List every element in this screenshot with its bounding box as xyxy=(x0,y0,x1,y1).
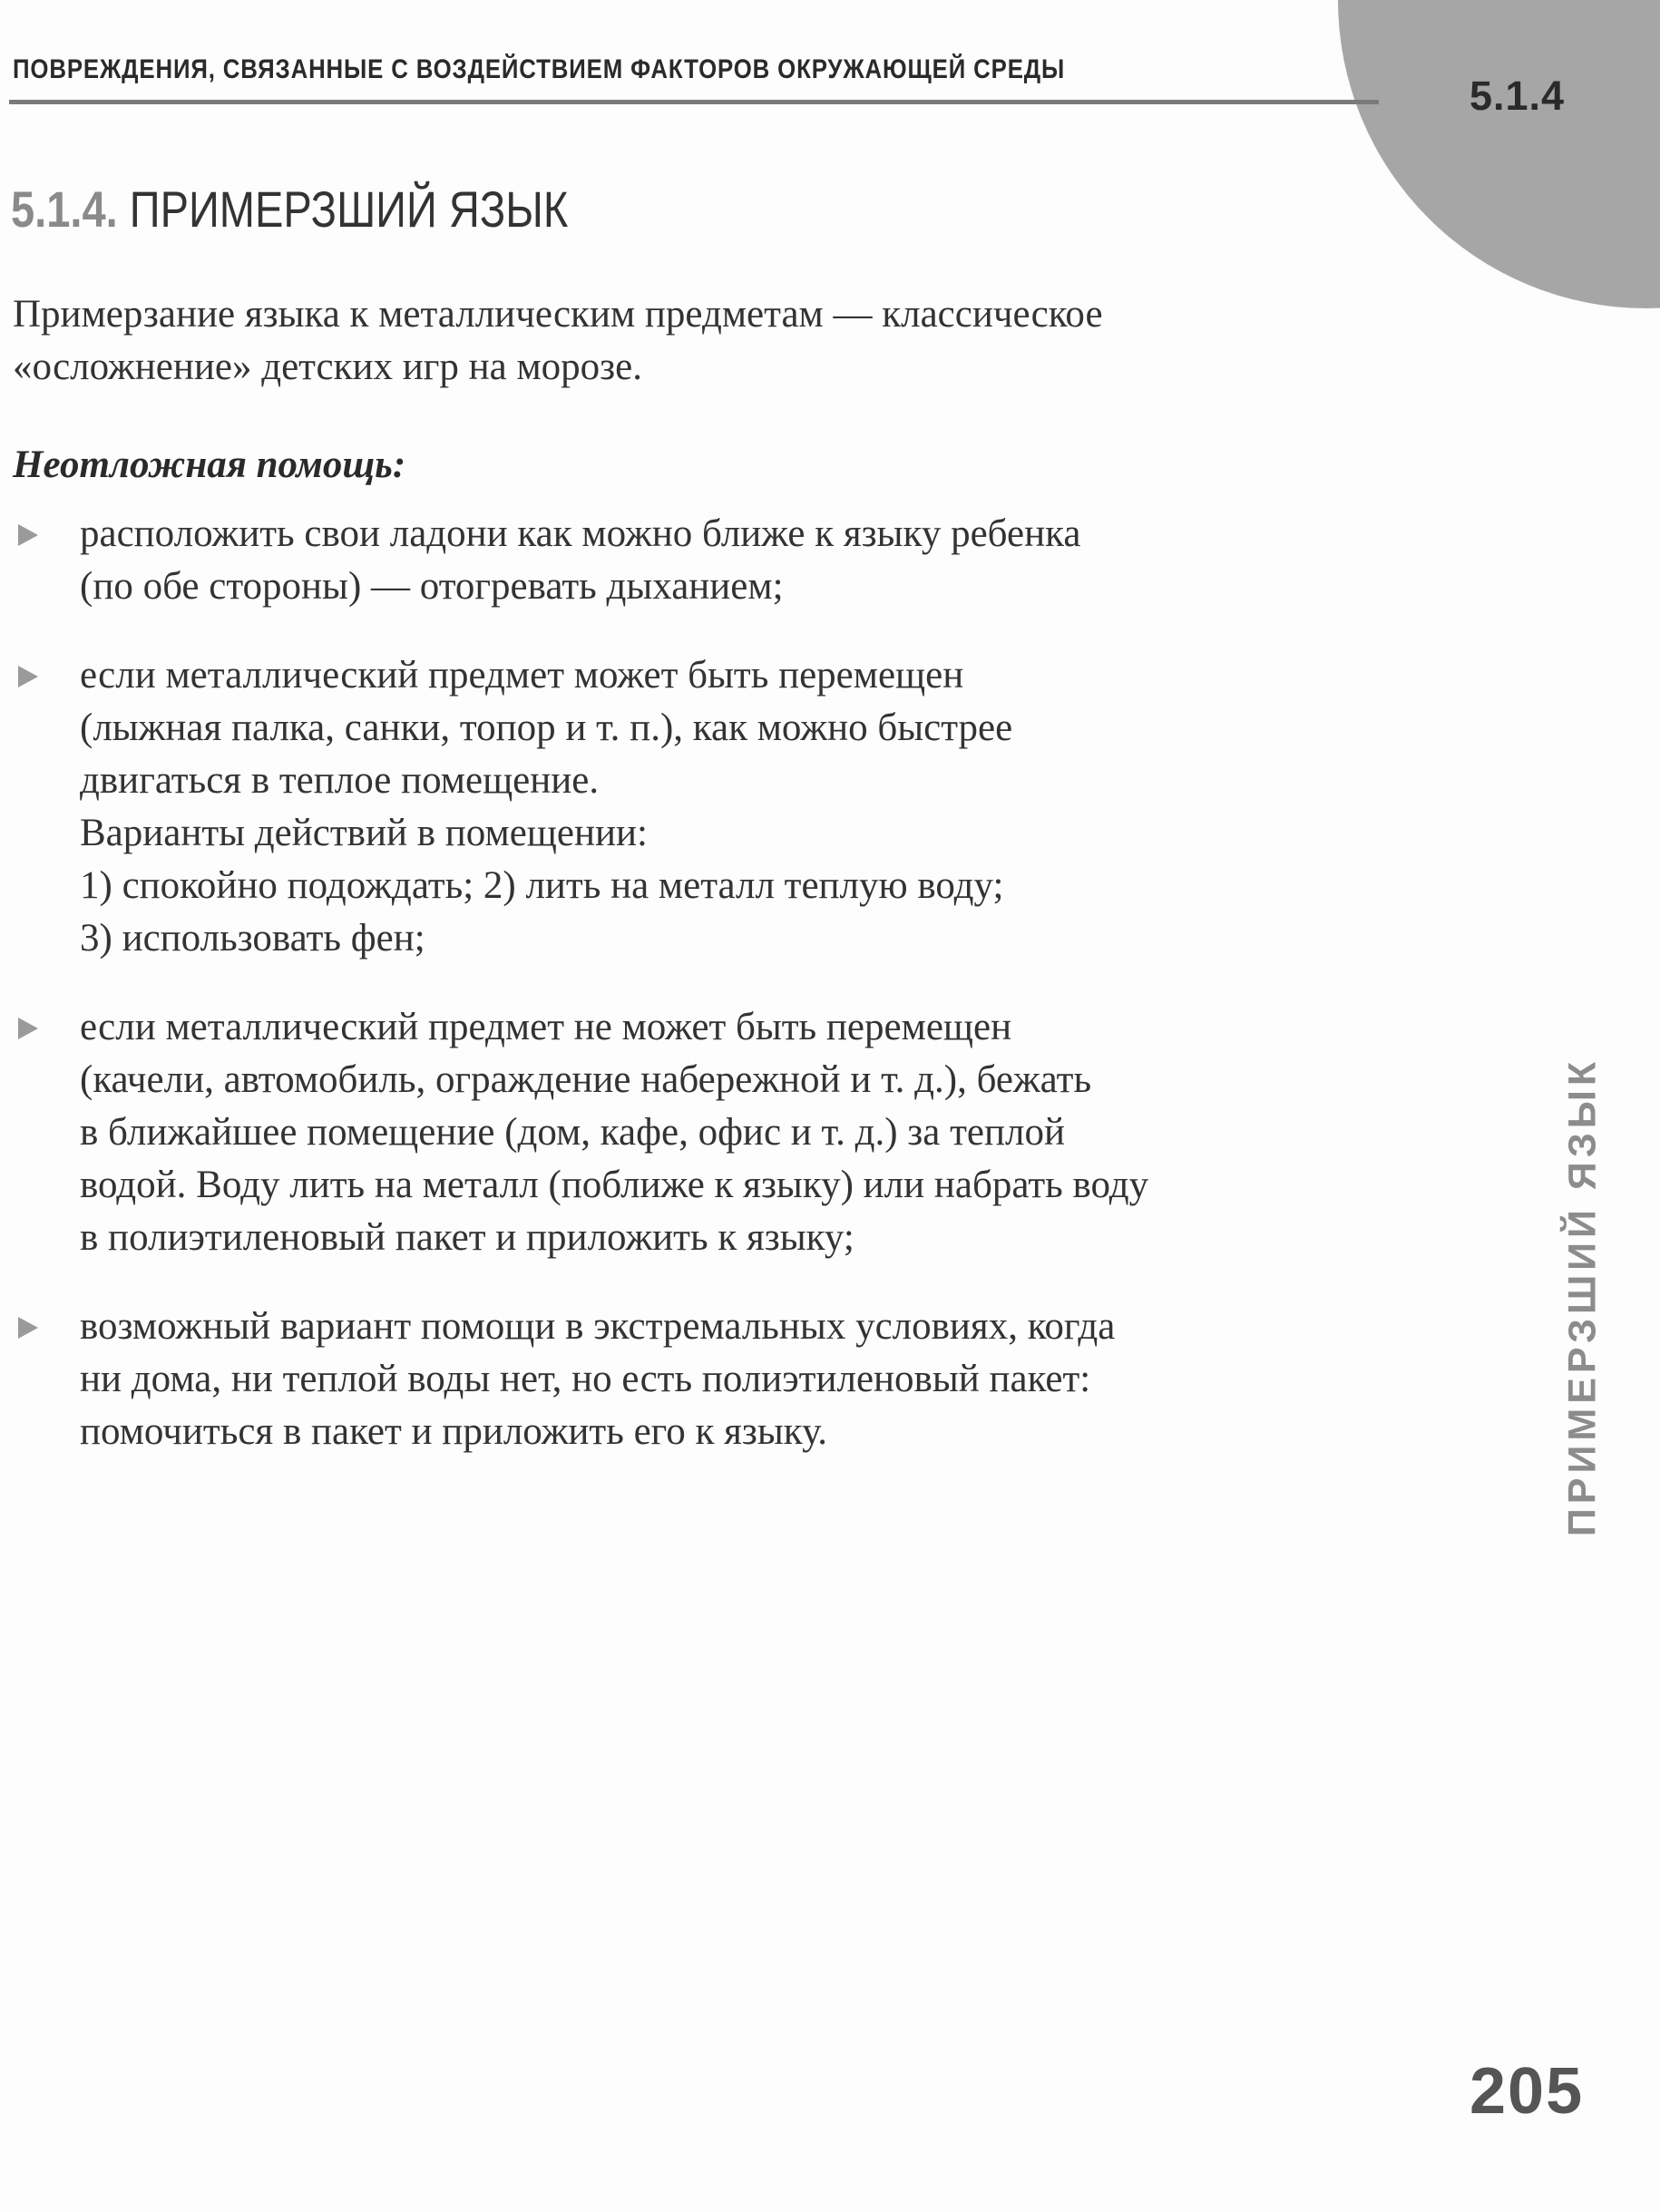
list-item-line: расположить свои ладони как можно ближе к языку ребенка xyxy=(80,512,1081,555)
list-item xyxy=(13,1001,1373,1264)
list-item-line: помочиться в пакет и приложить его к языку. xyxy=(80,1410,828,1453)
triangle-bullet-icon xyxy=(18,1317,38,1339)
triangle-bullet-icon xyxy=(18,524,38,546)
triangle-bullet-icon xyxy=(18,1018,38,1039)
list-item-line: в ближайшее помещение (дом, кафе, офис и т. д.) за теплой xyxy=(80,1111,1065,1154)
triangle-bullet-icon xyxy=(18,666,38,687)
first-aid-heading: Неотложная помощь: xyxy=(13,443,406,486)
list-item-line: (лыжная палка, санки, топор и т. п.), как можно быстрее xyxy=(80,706,1013,749)
list-item-line: возможный вариант помощи в экстремальных условиях, когда xyxy=(80,1305,1116,1348)
page-number: 205 xyxy=(1470,2055,1585,2128)
list-item-line: если металлический предмет может быть перемещен xyxy=(80,654,964,697)
list-item-line: 1) спокойно подождать; 2) лить на металл теплую воду; xyxy=(80,864,1004,907)
list-item-line: в полиэтиленовый пакет и приложить к языку; xyxy=(80,1216,854,1259)
list-item-line: ни дома, ни теплой воды нет, но есть полиэтиленовый пакет: xyxy=(80,1358,1091,1400)
section-number: 5.1.4. xyxy=(11,180,118,238)
section-title xyxy=(11,180,568,239)
section-title-text: ПРИМЕРЗШИЙ ЯЗЫК xyxy=(129,180,569,238)
list-item-line: (по обе стороны) — отогревать дыханием; xyxy=(80,565,784,608)
corner-tab-shape xyxy=(1338,0,1660,308)
list-item-line: 3) использовать фен; xyxy=(80,917,425,960)
list-item-line: если металлический предмет не может быть перемещен xyxy=(80,1006,1012,1048)
list-item xyxy=(13,1301,1373,1458)
list-item-line: водой. Воду лить на металл (поближе к языку) или набрать воду xyxy=(80,1164,1149,1206)
chapter-number: 5.1.4 xyxy=(1470,73,1566,119)
list-item xyxy=(13,508,1373,613)
header-rule xyxy=(9,100,1379,104)
intro-line: Примерзание языка к металлическим предметам — классическое xyxy=(13,293,1103,336)
first-aid-list xyxy=(13,508,1373,1495)
list-item-line: Варианты действий в помещении: xyxy=(80,812,648,854)
intro-line: «осложнение» детских игр на морозе. xyxy=(13,346,643,388)
list-item-line: двигаться в теплое помещение. xyxy=(80,759,600,802)
list-item xyxy=(13,649,1373,965)
list-item-line: (качели, автомобиль, ограждение набережной и т. д.), бежать xyxy=(80,1058,1092,1101)
side-tab-label: ПРИМЕРЗШИЙ ЯЗЫК xyxy=(1560,1057,1605,1537)
intro-paragraph xyxy=(13,288,1391,394)
running-header: ПОВРЕЖДЕНИЯ, СВЯЗАННЫЕ С ВОЗДЕЙСТВИЕМ ФАКТОРОВ ОКРУЖАЮЩЕЙ СРЕДЫ xyxy=(13,54,1066,84)
